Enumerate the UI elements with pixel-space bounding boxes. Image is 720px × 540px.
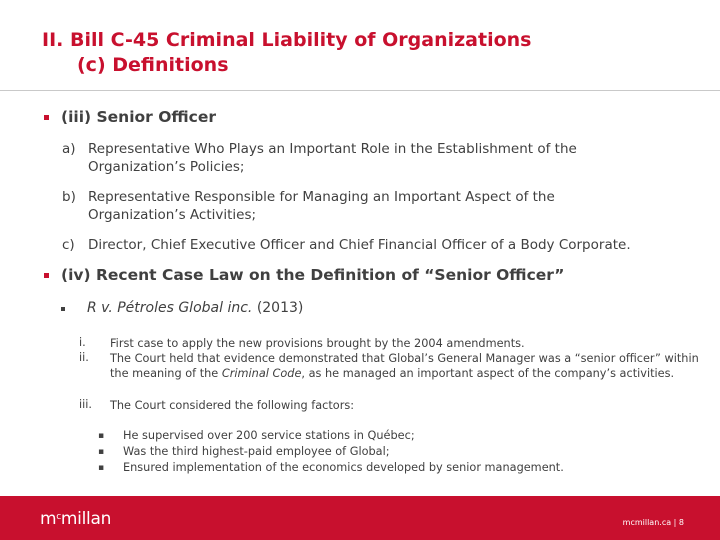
title-line-2: (c) Definitions	[77, 54, 229, 76]
case-name: R v. Pétroles Global inc.	[87, 300, 253, 316]
case-year: (2013)	[256, 300, 304, 316]
case-citation	[87, 300, 303, 316]
list-item: c) Director, Chief Executive Officer and Chief Financial Officer of a Body Corporate.	[62, 237, 631, 253]
list-item: b) Representative Responsible for Managing an Important Aspect of the Organization’s Activities;	[62, 189, 555, 223]
square-bullet-icon	[44, 115, 49, 120]
website-link[interactable]: mcmillan.ca	[622, 518, 672, 527]
case-point: First case to apply the new provisions brought by the 2004 amendments.	[110, 337, 525, 350]
square-bullet-icon	[61, 307, 65, 311]
case-point: The Court considered the following factors:	[110, 399, 355, 412]
title-divider	[0, 90, 720, 91]
roman-label: i.	[79, 336, 86, 349]
page-title	[42, 28, 531, 78]
footer-bar	[0, 496, 720, 540]
roman-label: ii.	[79, 351, 89, 364]
bullet-icon: ▪	[98, 463, 105, 473]
bullet-icon: ▪	[98, 447, 105, 457]
footer-url: mcmillan.ca | 8	[622, 518, 684, 527]
factor-item: He supervised over 200 service stations in Québec;	[123, 429, 415, 442]
case-point: The Court held that evidence demonstrated that Global’s General Manager was a “senior officer” within the meaning of the Criminal Code, as he managed an important aspect of the company’s activities.	[110, 352, 699, 380]
title-line-1: II. Bill C-45 Criminal Liability of Organizations	[42, 29, 532, 51]
mcmillan-logo: $m^cmillan$	[40, 509, 112, 529]
square-bullet-icon	[44, 273, 49, 278]
page-number: 8	[678, 518, 684, 527]
section-heading-case-law: (iv) Recent Case Law on the Definition of “Senior Officer”	[61, 266, 565, 284]
roman-label: iii.	[79, 398, 93, 411]
section-heading-senior-officer: (iii) Senior Officer	[61, 108, 217, 126]
factor-item: Ensured implementation of the economics developed by senior management.	[123, 461, 564, 474]
list-item: a) Representative Who Plays an Important Role in the Establishment of the Organization’s Policies;	[62, 141, 577, 175]
factor-item: Was the third highest-paid employee of Global;	[123, 445, 390, 458]
bullet-icon: ▪	[98, 431, 105, 441]
